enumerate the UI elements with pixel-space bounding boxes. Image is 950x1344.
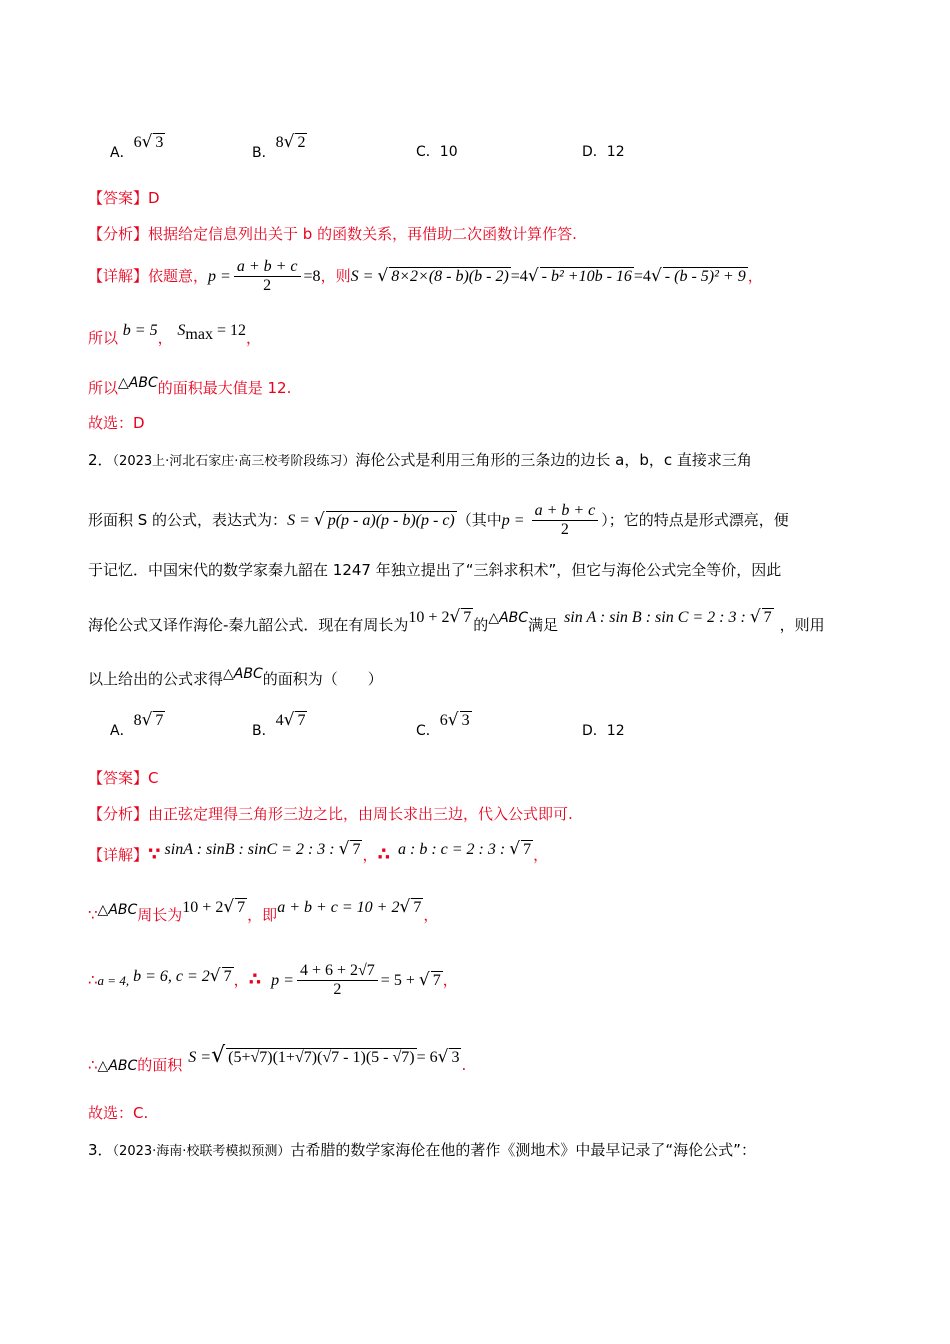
option-c [416, 710, 472, 739]
sqrt-icon: √ [313, 510, 325, 530]
sides-line: ∴a = 4, b = 6, c = 2√ 7 ，∴ p = $\frac{4 + 6 + 2√7}{2}$ = 5 + √ 7 ， [88, 962, 458, 998]
radicand: 7 [237, 899, 246, 916]
analysis-text: 由正弦定理得三角形三边之比，由周长求出三边，代入公式即可. [148, 805, 573, 823]
radicand: 7 [432, 972, 441, 989]
analysis-line [88, 804, 573, 824]
fraction-denominator: 2 [560, 521, 569, 538]
option-letter: A． [110, 145, 134, 161]
detail-line: 【详解】∵ sinA : sinB : sinC = 2 : 3 : √ 7 ，∴ a : b : c = 2 : 3 : √ 7 ， [88, 839, 549, 865]
detail-line [88, 256, 763, 297]
fraction-numerator: 4 + 6 + 2√7 [297, 962, 378, 981]
s-symbol: S [177, 322, 186, 339]
side-a: a = 4, [97, 973, 130, 988]
option-b [252, 132, 307, 161]
sides-bc: b = 6, c = 2 [129, 968, 210, 985]
s-max-value: = 12 [212, 322, 246, 339]
triangle-symbol: △ABC [97, 902, 138, 918]
option-letter: C． [416, 144, 440, 160]
conclusion-post: 的面积最大值是 12. [157, 379, 292, 397]
detail-text: 依题意， [148, 267, 209, 285]
p-symbol: p = [271, 972, 294, 989]
sqrt-icon: √ [283, 710, 295, 730]
q2-line4 [88, 607, 825, 641]
q2-line1 [88, 450, 752, 472]
therefore-symbol: ∴ [377, 844, 390, 865]
question-number: 3． [88, 1141, 113, 1159]
option-value: 8 [275, 134, 284, 151]
sqrt-icon: √ [209, 966, 221, 986]
question-text: 海伦公式是利用三角形的三条边的边长 a，b，c 直接求三角 [355, 451, 752, 469]
equals: =4 [510, 268, 528, 285]
b-value: b = 5 [122, 322, 158, 339]
side-sum: a + b + c = 10 + 2 [277, 899, 400, 916]
detail-label: 【详解】 [88, 846, 149, 864]
question-text: 海伦公式又译作海伦-秦九韶公式．现在有周长为 [88, 616, 409, 634]
sqrt-icon: √ [211, 1043, 226, 1068]
radicand: 7 [463, 609, 472, 626]
sqrt-icon: √ [338, 839, 350, 859]
question-text: 的 [473, 616, 489, 634]
radicand: 7 [523, 841, 532, 858]
because-symbol: ∵ [88, 906, 98, 924]
option-value: 10 [439, 144, 458, 160]
equals: =4 [633, 268, 651, 285]
choose-text: 故选：D [88, 414, 145, 432]
s-symbol: S = [188, 1049, 212, 1066]
namely-word: ，即 [247, 906, 278, 924]
answer-label: 【答案】C [88, 769, 159, 787]
option-letter: C． [416, 723, 440, 739]
sqrt-icon: √ [447, 710, 459, 730]
radicand: 3 [451, 1049, 460, 1066]
question-text: 满足 [528, 616, 559, 634]
therefore-symbol: ∴ [248, 969, 262, 990]
analysis-label: 【分析】 [88, 225, 149, 243]
option-letter: A． [110, 723, 134, 739]
sqrt-icon: √ [283, 132, 295, 152]
area-line [88, 1044, 466, 1086]
p-symbol: p = [208, 268, 231, 285]
triangle-symbol: △ABC [223, 666, 263, 682]
fraction-denominator: 2 [333, 981, 342, 998]
question-text: 的面积为（ ） [262, 670, 383, 688]
analysis-label: 【分析】 [88, 805, 149, 823]
sqrt-icon: √ [223, 897, 235, 917]
option-a [110, 132, 165, 161]
option-radicand: 7 [155, 712, 164, 729]
sqrt-icon: √ [141, 132, 153, 152]
radicand: - b² +10b - 16 [541, 268, 632, 285]
sqrt-icon: √ [449, 607, 461, 627]
area-result: = 6 [416, 1049, 438, 1066]
sin-ratio: sin A : sin B : sin C = 2 : 3 : [564, 609, 750, 626]
option-d [582, 141, 625, 161]
radicand: 7 [223, 968, 232, 985]
radicand: - (b - 5)² + 9 [664, 268, 746, 285]
option-value: 6 [133, 134, 142, 151]
choose-text: 故选：C. [88, 1104, 149, 1122]
option-radicand: 7 [297, 712, 306, 729]
question-source: （2023上·河北石家庄·高三校考阶段练习） [112, 454, 356, 469]
side-ratio: a : b : c = 2 : 3 : [398, 841, 510, 858]
q2-line5 [88, 664, 383, 695]
analysis-line [88, 224, 577, 244]
answer-line [88, 768, 158, 788]
question-number: 2． [88, 451, 113, 469]
detail-label: 【详解】 [88, 267, 149, 285]
option-c [416, 141, 458, 161]
max-subscript: max [185, 326, 213, 344]
choose-line [88, 413, 145, 433]
so-line: 所以 b = 5， $S_{max} = 12$， [88, 322, 261, 347]
radicand: (5+√7)(1+√7)(√7 - 1)(5 - √7) [228, 1049, 415, 1066]
analysis-text: 根据给定信息列出关于 b 的函数关系，再借助二次函数计算作答. [148, 225, 577, 243]
radicand: 7 [413, 899, 422, 916]
option-value: 6 [439, 712, 448, 729]
question-text: 形面积 S 的公式，表达式为： [88, 511, 288, 529]
question-text: 古希腊的数学家海伦在他的著作《测地术》中最早记录了“海伦公式”： [290, 1141, 756, 1159]
radicand: 8×2×(8 - b)(b - 2) [391, 268, 509, 285]
period: . [461, 1056, 467, 1074]
p-value: =8 [303, 268, 321, 285]
comma: ， [747, 267, 763, 285]
option-letter: B． [252, 145, 276, 161]
option-radicand: 2 [297, 134, 306, 151]
answer-line [88, 188, 160, 208]
then-word: ，则 [320, 267, 351, 285]
s-symbol: S = [350, 268, 378, 285]
s-symbol: S = [287, 512, 314, 529]
option-value: 12 [606, 144, 625, 160]
question-text: ，则用 [779, 616, 825, 634]
because-symbol: ∵ [148, 844, 161, 865]
therefore-symbol: ∴ [88, 971, 98, 989]
option-radicand: 3 [155, 134, 164, 151]
conclusion-line [88, 374, 291, 403]
conclusion-pre: 所以 [88, 379, 119, 397]
option-value: 12 [606, 723, 625, 739]
p-fraction [532, 502, 599, 539]
option-d [582, 720, 625, 740]
question-text: （其中 [456, 511, 502, 529]
option-value: 8 [133, 712, 142, 729]
sqrt-icon: √ [377, 266, 389, 286]
sqrt-icon: √ [418, 970, 430, 990]
sqrt-icon: √ [749, 607, 761, 627]
p-fraction [234, 258, 301, 295]
sqrt-icon: √ [527, 266, 539, 286]
sqrt-icon: √ [399, 897, 411, 917]
fraction-denominator: 2 [263, 277, 272, 294]
fraction-numerator: a + b + c [234, 258, 301, 277]
therefore-symbol: ∴ [88, 1056, 98, 1074]
answer-label: 【答案】D [88, 189, 160, 207]
sqrt-icon: √ [509, 839, 521, 859]
so-word: 所以 [88, 329, 119, 347]
sin-ratio: sinA : sinB : sinC = 2 : 3 : [164, 841, 339, 858]
radicand: p(p - a)(p - b)(p - c) [327, 512, 455, 529]
sqrt-icon: √ [437, 1047, 449, 1067]
triangle-symbol: △ABC [488, 610, 529, 626]
question-text: 以上给出的公式求得 [88, 670, 224, 688]
sqrt-icon: √ [141, 710, 153, 730]
option-letter: B． [252, 723, 276, 739]
p-fraction [297, 962, 378, 999]
sqrt-icon: √ [650, 266, 662, 286]
option-b [252, 710, 307, 739]
q3-line1 [88, 1140, 756, 1162]
perimeter: 10 + 2 [408, 609, 450, 626]
option-a [110, 710, 165, 739]
area-word: 的面积 [137, 1056, 183, 1074]
question-source: （2023·海南·校联考模拟预测） [112, 1144, 291, 1159]
question-text: 于记忆．中国宋代的数学家秦九韶在 1247 年独立提出了“三斜求积术”，但它与海伦公式完全等价，因此 [88, 561, 782, 579]
option-letter: D． [582, 144, 607, 160]
radicand: 7 [763, 609, 772, 626]
option-radicand: 3 [461, 712, 470, 729]
choose-line [88, 1103, 148, 1123]
option-value: 4 [275, 712, 284, 729]
option-letter: D． [582, 723, 607, 739]
perimeter-line: ∵△ABC周长为10 + 2√ 7 ，即a + b + c = 10 + 2√ 7 ， [88, 897, 439, 924]
fraction-numerator: a + b + c [532, 502, 599, 521]
q2-line2 [88, 500, 789, 541]
q2-line3 [88, 560, 781, 580]
question-text: ）；它的特点是形式漂亮，便 [601, 511, 789, 529]
perimeter-word: 周长为 [137, 906, 183, 924]
s-max [177, 322, 246, 344]
triangle-symbol: △ABC [118, 375, 158, 391]
radicand: 7 [352, 841, 361, 858]
p-symbol: p = [501, 512, 529, 529]
perimeter: 10 + 2 [182, 899, 224, 916]
p-result: = 5 + [380, 972, 419, 989]
triangle-symbol: △ABC [97, 1058, 138, 1074]
